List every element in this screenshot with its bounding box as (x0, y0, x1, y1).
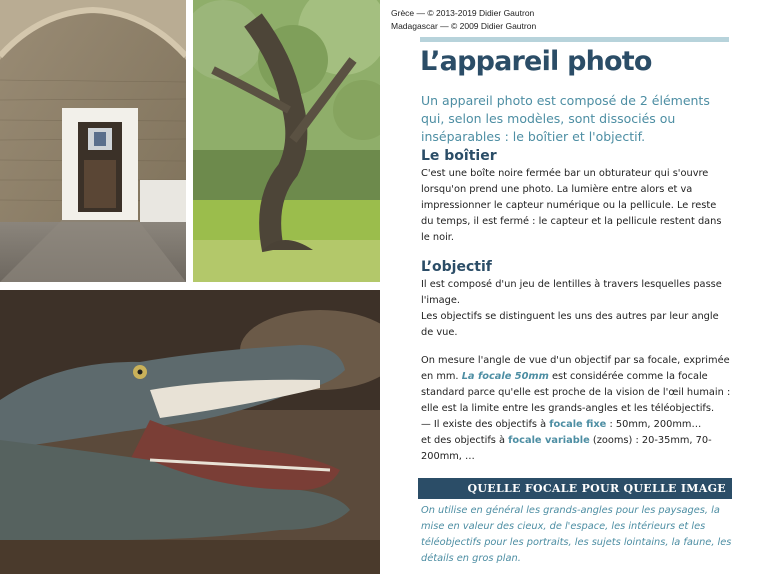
highlight-variable-focal: focale variable (508, 435, 590, 446)
lead-paragraph: Un appareil photo est composé de 2 éléments qui, selon les modèles, sont dissociés ou inséparables : le boîtier et l'objectif. (421, 93, 710, 144)
paragraph-objectif (421, 277, 731, 341)
focal-banner-label: QUELLE FOCALE POUR QUELLE IMAGE (467, 482, 726, 495)
paragraph-boitier: C'est une boîte noire fermée bar un obturateur qui s'ouvre lorsqu'on prend une photo. La lumière entre alors et va impressionner le capteur numérique ou la pellicule. Le reste du temps, il est fermé : le capteur et la pellicule restent dans le noir. (421, 168, 722, 243)
chapel-photo (0, 0, 186, 282)
focale-text-6: (zooms) : 20-35mm, 70-200mm, … (421, 435, 712, 462)
objectif-text-2: Les objectifs se distinguent les uns des autres par leur angle de vue. (421, 311, 719, 338)
focale-text-5: et des objectifs à (421, 435, 506, 446)
photo-credit-madagascar: Madagascar — © 2009 Didier Gautron (391, 21, 537, 31)
title-rule (420, 37, 729, 42)
olive-tree-photo (193, 0, 380, 282)
focale-text-4: : 50mm, 200mm… (609, 419, 702, 430)
page-title: L’appareil photo (420, 46, 652, 77)
paragraph-focale (421, 353, 731, 465)
highlight-fixed-focal: focale fixe (549, 419, 607, 430)
photo-credit-greece: Grèce — © 2013-2019 Didier Gautron (391, 8, 535, 18)
focal-banner (418, 478, 732, 499)
objectif-text-1: Il est composé d'un jeu de lentilles à travers lesquelles passe l'image. (421, 279, 722, 306)
focal-usage-note: On utilise en général les grands-angles pour les paysages, la mise en valeur des cieux, de l'espace, les intérieurs et les téléobjectifs pour les portraits, les sujets lointains, la faune, les détails en gros plan. (421, 505, 732, 564)
crocodile-photo (0, 290, 380, 574)
focale-text-1: On mesure l'angle de vue d'un objectif par sa focale, exprimée en mm. (421, 355, 730, 382)
focale-text-3: — Il existe des objectifs à (421, 419, 547, 430)
focale-text-2: est considérée comme la focale standard parce qu'elle est proche de la vision de l'œil humain : elle est la limite entre les grands-angles et les téléobjectifs. (421, 371, 731, 414)
heading-boitier: Le boîtier (421, 148, 497, 164)
highlight-standard-focal: La focale 50mm (461, 371, 549, 382)
heading-objectif: L’objectif (421, 259, 492, 275)
